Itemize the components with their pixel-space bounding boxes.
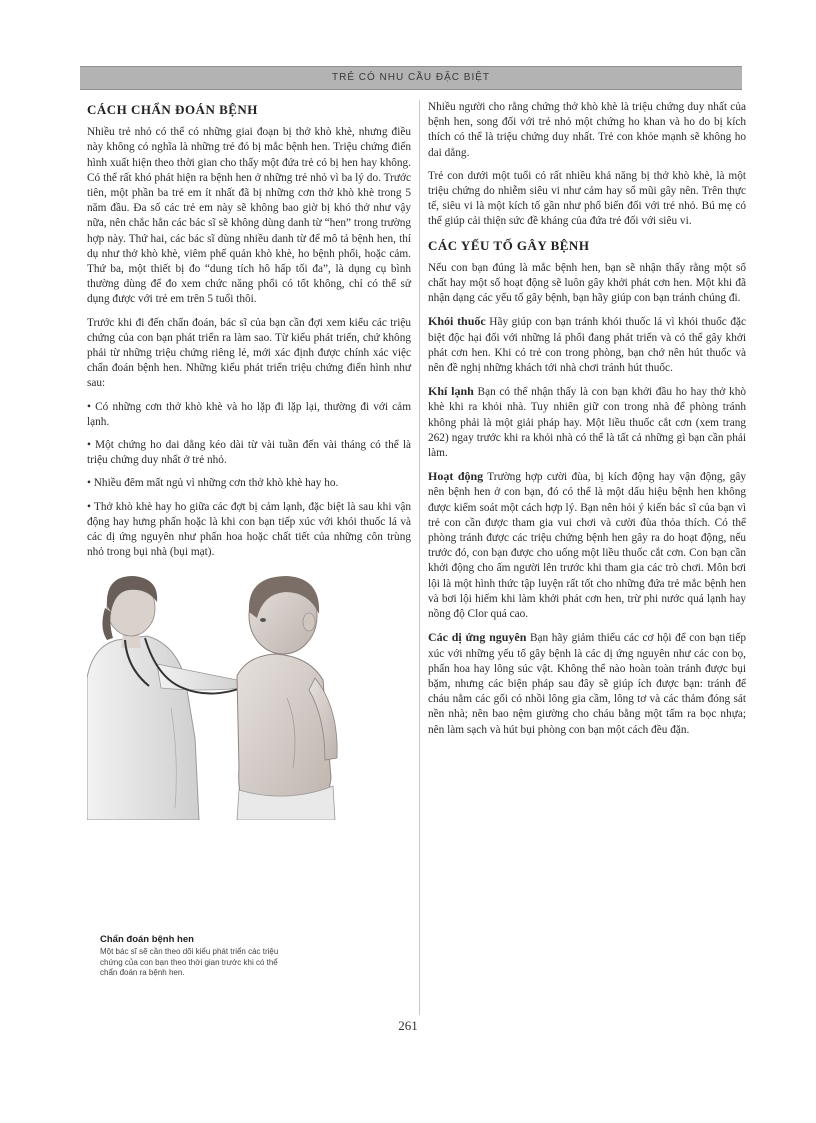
section-heading-diagnosis: CÁCH CHẨN ĐOÁN BỆNH — [87, 102, 258, 117]
factor-paragraph — [428, 469, 746, 622]
bullet-item: • Một chứng ho dai dẳng kéo dài từ vài tuần đến vài tháng có thể là triệu chứng duy nhất ở trẻ nhỏ. — [87, 439, 411, 467]
figure-caption — [100, 934, 280, 979]
factor-paragraph — [428, 384, 746, 461]
illustration-doctor-child — [87, 568, 411, 820]
factor-paragraph — [428, 630, 746, 737]
page-number: 261 — [398, 1018, 418, 1033]
factor-text: Bạn hãy giảm thiểu các cơ hội để con bạn tiếp xúc với những yếu tố gây bệnh là các dị ứng nguyên như các con bọ, phấn hoa hay lông súc vật. Không thể nào hoàn toàn tránh được bụi bặm, nhưng các biện pháp sau đây sẽ giúp ích được bạn: tránh để cháu nằm các gối có nhồi lông gia cầm, lông tơ và các thảm đóng sát nền nhà; nên bao nệm giường cho cháu bằng một tấm ra bọc nhựa; nên làm sạch và hút bụi phòng con bạn một cách đều đặn. — [428, 632, 746, 736]
factor-term: Khí lạnh — [428, 384, 474, 399]
caption-title: Chẩn đoán bệnh hen — [100, 934, 194, 945]
paragraph: Nếu con bạn đúng là mắc bệnh hen, bạn sẽ nhận thấy rằng một số chất hay một số hoạt động sẽ luôn gây khởi phát cơn hen. Một khi đã nhận dạng các yếu tố gây bệnh, bạn hãy giúp con bạn tránh chúng đi. — [428, 261, 746, 305]
running-header: TRẺ CÓ NHU CẦU ĐẶC BIỆT — [80, 66, 742, 90]
factor-term: Các dị ứng nguyên — [428, 630, 527, 645]
right-column — [428, 100, 746, 746]
doctor-examining-child-illustration — [87, 568, 411, 820]
bullet-item: • Thở khò khè hay ho giữa các đợt bị cảm lạnh, đặc biệt là sau khi vận động hay hưng phấn hoặc là khi con bạn tiếp xúc với khói thuốc lá và các dị ứng nguyên như phấn hoa hoặc chất tiết của những côn trùng nhỏ trong bụi nhà (bụi mạt). — [87, 500, 411, 559]
factor-term: Khói thuốc — [428, 314, 486, 329]
bullet-item: • Nhiều đêm mất ngủ vì những cơn thở khò khè hay ho. — [87, 477, 339, 490]
factor-term: Hoạt động — [428, 469, 484, 484]
factor-text: Hãy giúp con bạn tránh khói thuốc lá vì khói thuốc đặc biệt độc hại đối với những lá phổi đang phát triển và có thể gây khởi phát cơn hen. Khi có trẻ con trong phòng, bạn chớ nên hút thuốc và nên đề nghị những khách tới nhà chơi tránh hút thuốc. — [428, 316, 746, 375]
paragraph: Nhiều trẻ nhỏ có thể có những giai đoạn bị thở khò khè, nhưng điều này không có nghĩa là những trẻ đó bị mắc bệnh hen. Triệu chứng điển hình xuất hiện theo thời gian cho thấy một đứa trẻ có bị hen hay không. Có thể rất khó phát hiện ra bệnh hen ở những trẻ nhỏ vì ba lý do. Trước tiên, một phần ba trẻ em ít nhất đã bị những cơn thở khò khè trong 5 năm đầu. Đa số các trẻ em này sẽ không bao giờ bị khó thở như vậy nữa, nên chắc hẳn các bác sĩ sẽ không dùng danh từ “hen” trong trường hợp này. Thứ hai, các bác sĩ dùng nhiều danh từ để mô tả bệnh hen, thí dụ như thở khò khè, viêm phế quản khò khè, ho bệnh phổi, hoặc cảm. Thứ ba, một thiết bị đo “dung tích hô hấp tối đa”, là dụng cụ bình thường dùng để đo xem chức năng phổi có tốt không, chỉ có thể sử dụng được với trẻ em trên 5 tuổi thôi. — [87, 126, 411, 306]
factor-paragraph — [428, 314, 746, 376]
paragraph: Trước khi đi đến chẩn đoán, bác sĩ của bạn cần đợi xem kiểu các triệu chứng của con bạn phát triển ra làm sao. Từ kiểu phát triển, chứ không phải từ những triệu chứng riêng lẻ, mới xác định được chính xác việc chẩn đoán bệnh hen. Những kiểu phát triển triệu chứng điển hình như sau: — [87, 316, 411, 390]
section-heading-triggers: CÁC YẾU TỐ GÂY BỆNH — [428, 237, 590, 253]
paragraph: Nhiều người cho rằng chứng thở khò khè là triệu chứng duy nhất của bệnh hen, song đối với trẻ nhỏ một chứng ho khan và ho do bị kích thích có thể là triệu chứng duy nhất. Trẻ con khỏe mạnh sẽ không ho dai dẳng. — [428, 101, 746, 159]
factor-text: Bạn có thể nhận thấy là con bạn khởi đầu ho hay thở khò khè khi ra khỏi nhà. Tuy nhiên giữ con trong nhà để phòng tránh không phải là một giải pháp hay. Một liều thuốc cắt cơn (xem trang 262) ngay trước khi ra khỏi nhà có thể là tất cả những gì bạn cần phải làm. — [428, 386, 747, 460]
caption-body: Một bác sĩ sẽ cần theo dõi kiểu phát triển các triệu chứng của con bạn theo thời gian trước khi có thể chẩn đoán ra bệnh hen. — [100, 947, 279, 977]
left-column — [87, 100, 411, 820]
factor-text: Trường hợp cười đùa, bị kích động hay vận động, gây nên bệnh hen ở con bạn, đó có thể là một dấu hiệu bệnh hen không được kiểm soát một cách hợp lý. Bạn nên hỏi ý kiến bác sĩ của bạn vì trẻ con cần được tham gia vui chơi và cười đùa thỏa thích. Có thể phòng tránh được các triệu chứng bệnh hen gây ra do hoạt động, nếu trước đó, con bạn được cho uống một liều thuốc cắt cơn. Con bạn cần khởi động cho ấm người lên trước khi tham gia các trò chơi. Môn bơi lội là một hình thức tập luyện rất tốt cho những đứa trẻ mắc bệnh hen và bơi lội hiếm khi làm khởi phát cơn hen, trừ phi nước quá lạnh hay nồng độ Clor quá cao. — [428, 471, 747, 621]
bullet-item: • Có những cơn thở khò khè và ho lặp đi lặp lại, thường đi với cảm lạnh. — [87, 400, 411, 428]
paragraph: Trẻ con dưới một tuổi có rất nhiều khả năng bị thở khò khè, là một triệu chứng do nhiễm siêu vi như cảm hay sổ mũi gây nên. Trên thực tế, siêu vi là một kích tố gần như phổ biến đối với trẻ nhỏ. Bú mẹ có thể giúp cải thiện sức đề kháng của đứa trẻ đối với siêu vi. — [428, 169, 746, 228]
column-divider — [419, 100, 420, 1015]
